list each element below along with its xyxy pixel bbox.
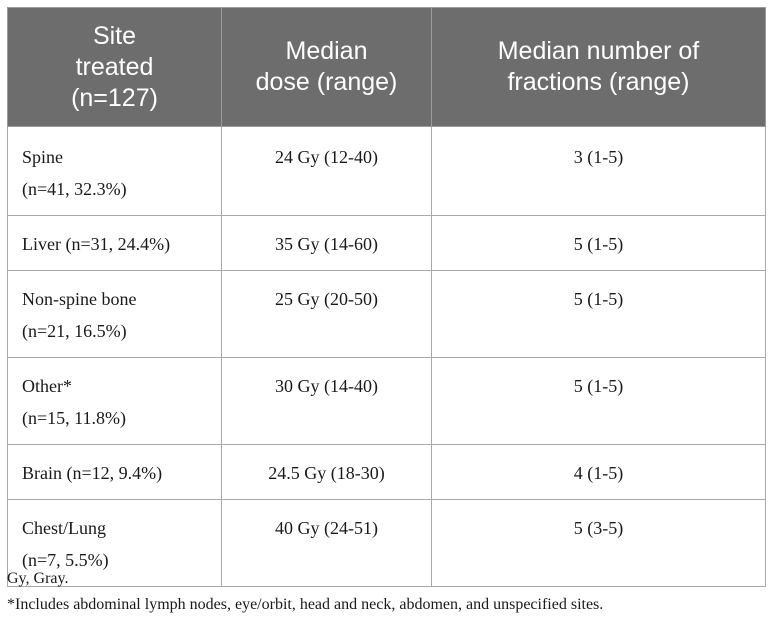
cell-site <box>8 127 222 216</box>
cell-fractions: 3 (1-5) <box>432 127 766 216</box>
site-count: (n=21, 16.5%) <box>22 321 127 341</box>
site-count: (n=15, 11.8%) <box>22 408 126 428</box>
footnote-other-sites: *Includes abdominal lymph nodes, eye/orbit, head and neck, abdomen, and unspecified sites. <box>7 596 604 613</box>
table-row <box>8 127 766 216</box>
header-median-fractions <box>432 8 766 127</box>
header-site-line3: (n=127) <box>71 83 158 112</box>
treatment-table <box>7 7 766 587</box>
site-count: (n=41, 32.3%) <box>22 179 127 199</box>
header-site-line2: treated <box>75 52 154 81</box>
cell-fractions: 5 (1-5) <box>432 271 766 358</box>
site-name: Chest/Lung <box>22 518 106 538</box>
table-row <box>8 445 766 500</box>
cell-site <box>8 271 222 358</box>
table-footnotes <box>7 566 603 618</box>
site-name: Other* <box>22 376 72 396</box>
header-dose-line2: dose (range) <box>255 68 398 96</box>
site-name: Liver (n=31, 24.4%) <box>22 234 171 254</box>
site-name: Spine <box>22 147 64 167</box>
table-row <box>8 358 766 445</box>
cell-dose: 35 Gy (14-60) <box>222 216 432 271</box>
site-name: Non-spine bone <box>22 289 137 309</box>
cell-dose: 30 Gy (14-40) <box>222 358 432 445</box>
header-fractions-line2: fractions (range) <box>507 68 690 96</box>
site-count: (n=7, 5.5%) <box>22 550 109 570</box>
cell-fractions: 5 (1-5) <box>432 358 766 445</box>
cell-dose: 25 Gy (20-50) <box>222 271 432 358</box>
cell-fractions: 5 (1-5) <box>432 216 766 271</box>
cell-fractions: 4 (1-5) <box>432 445 766 500</box>
table-row <box>8 271 766 358</box>
treatment-table-container <box>7 7 765 587</box>
cell-site <box>8 445 222 500</box>
header-site-treated <box>8 8 222 127</box>
header-row <box>8 8 766 127</box>
cell-dose: 24 Gy (12-40) <box>222 127 432 216</box>
header-median-dose <box>222 8 432 127</box>
table-header <box>8 8 766 127</box>
cell-site <box>8 358 222 445</box>
cell-dose: 40 Gy (24-51) <box>222 500 432 587</box>
cell-site <box>8 216 222 271</box>
cell-dose: 24.5 Gy (18-30) <box>222 445 432 500</box>
cell-fractions: 5 (3-5) <box>432 500 766 587</box>
site-name: Brain (n=12, 9.4%) <box>22 463 163 483</box>
footnote-abbreviation: Gy, Gray. <box>7 570 69 587</box>
header-dose-line1: Median <box>285 37 368 65</box>
table-row <box>8 216 766 271</box>
table-body <box>8 127 766 587</box>
header-site-line1: Site <box>92 21 137 50</box>
header-fractions-line1: Median number of <box>497 37 700 65</box>
